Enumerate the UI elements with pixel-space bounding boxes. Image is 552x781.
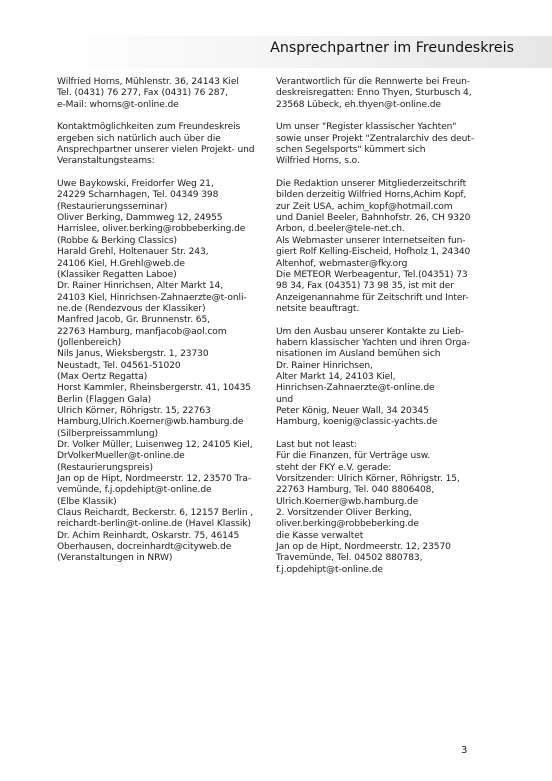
- page-number: 3: [461, 745, 468, 756]
- page-title: Ansprechpartner im Freundeskreis: [270, 40, 514, 56]
- text-line: Berlin (Flaggen Gala): [57, 394, 152, 405]
- text-line: reichardt-berlin@t-online.de (Havel Klassik): [57, 519, 251, 530]
- text-line: (Veranstaltungen in NRW): [57, 553, 173, 564]
- text-line: vemünde, f.j.opdehipt@t-online.de: [57, 485, 212, 496]
- text-line: 2. Vorsitzender Oliver Berking,: [276, 508, 412, 519]
- text-line: Manfred Jacob, Gr. Brunnenstr. 65,: [57, 315, 210, 326]
- text-line: Dr. Volker Müller, Luisenweg 12, 24105 Kiel,: [57, 440, 253, 450]
- text-line: (Robbe & Berking Classics): [57, 235, 177, 246]
- text-line: und: [276, 394, 293, 405]
- text-line: Travemünde, Tel. 04502 880783,: [276, 553, 423, 564]
- text-line: habern klassischer Yachten und ihren Orga-: [276, 337, 470, 348]
- text-line: Jan op de Hipt, Nordmeerstr. 12, 23570: [276, 542, 451, 553]
- paragraph: [276, 440, 502, 576]
- paragraph: [57, 179, 272, 565]
- text-line: Anzeigenannahme für Zeitschrift und Inter-: [276, 292, 469, 303]
- paragraph: [57, 77, 272, 111]
- text-line: (Klassiker Regatten Laboe): [57, 269, 177, 280]
- text-line: Um den Ausbau unserer Kontakte zu Lieb-: [276, 326, 464, 337]
- text-line: Arbon, d.beeler@tele-net.ch.: [276, 224, 405, 235]
- text-line: (Jollenbereich): [57, 337, 122, 348]
- text-line: nisationen im Ausland bemühen sich: [276, 349, 441, 360]
- text-line: die Kasse verwaltet: [276, 530, 364, 541]
- text-line: Als Webmaster unserer Internetseiten fun-: [276, 235, 466, 246]
- paragraph: [276, 122, 502, 167]
- paragraph: [276, 77, 502, 111]
- text-line: Dr. Achim Reinhardt, Oskarstr. 75, 46145: [57, 530, 240, 541]
- text-line: Neustadt, Tel. 04561-51020: [57, 360, 181, 371]
- text-line: ne.de (Rendezvous der Klassiker): [57, 303, 206, 314]
- text-line: Kontaktmöglichkeiten zum Freundeskreis: [57, 122, 241, 133]
- text-line: Vorsitzender: Ulrich Körner, Röhrigstr. 15,: [276, 474, 460, 485]
- text-line: Veranstaltungsteams:: [57, 156, 155, 167]
- text-line: Oberhausen, docreinhardt@cityweb.de: [57, 542, 232, 553]
- text-line: (Max Oertz Regatta): [57, 371, 148, 382]
- text-line: 23568 Lübeck, eh.thyen@t-online.de: [276, 99, 441, 110]
- text-line: Hamburg, koenig@classic-yachts.de: [276, 417, 438, 428]
- text-line: Ansprechpartner unserer vielen Projekt- und: [57, 145, 255, 156]
- text-line: (Elbe Klassik): [57, 496, 117, 507]
- text-line: (Silberpreissammlung): [57, 428, 158, 439]
- text-line: Die METEOR Werbeagentur, Tel.(04351) 73: [276, 269, 468, 280]
- text-line: netsite beauftragt.: [276, 303, 360, 314]
- text-line: Oliver Berking, Dammweg 12, 24955: [57, 213, 223, 224]
- text-line: Ulrich.Koerner@wb.hamburg.de: [276, 496, 419, 507]
- text-line: und Daniel Beeler, Bahnhofstr. 26, CH 9320: [276, 213, 471, 224]
- text-line: Peter König, Neuer Wall, 34 20345: [276, 405, 429, 416]
- text-line: Nils Janus, Wieksbergstr. 1, 23730: [57, 349, 209, 360]
- text-line: sowie unser Projekt "Zentralarchiv des deut-: [276, 133, 474, 144]
- text-line: 24106 Kiel, H.Grehl@web.de: [57, 258, 185, 269]
- text-line: Um unser "Register klassischer Yachten": [276, 122, 457, 133]
- text-line: 24103 Kiel, Hinrichsen-Zahnaerzte@t-onli-: [57, 292, 247, 303]
- text-line: 22763 Hamburg, Tel. 040 8806408,: [276, 485, 435, 496]
- text-line: e-Mail: whorns@t-online.de: [57, 99, 179, 110]
- paragraph: [276, 327, 502, 429]
- text-line: giert Rolf Kelling-Eischeid, Hofholz 1, 24340: [276, 247, 471, 258]
- text-line: ergeben sich natürlich auch über die: [57, 133, 221, 144]
- text-line: bilden derzeitig Wilfried Horns,Achim Kopf,: [276, 190, 467, 201]
- text-line: Ulrich Körner, Röhrigstr. 15, 22763: [57, 405, 211, 416]
- text-line: Hinrichsen-Zahnaerzte@t-online.de: [276, 383, 435, 394]
- text-line: zur Zeit USA, achim_kopf@hotmail.com: [276, 201, 453, 212]
- text-line: DrVolkerMueller@t-online.de: [57, 451, 185, 462]
- text-line: (Restaurierungspreis): [57, 462, 153, 473]
- text-line: 98 34, Fax (04351) 73 98 35, ist mit der: [276, 281, 454, 292]
- text-line: Harrislee, oliver.berking@robbeberking.de: [57, 224, 246, 235]
- text-line: Dr. Rainer Hinrichsen, Alter Markt 14,: [57, 281, 224, 292]
- right-column: [276, 77, 502, 587]
- text-line: Für die Finanzen, für Verträge usw.: [276, 451, 431, 462]
- text-line: Wilfried Horns, Mühlenstr. 36, 24143 Kiel: [57, 77, 239, 87]
- text-line: oliver.berking@robbeberking.de: [276, 519, 419, 530]
- text-line: steht der FKY e.V. gerade:: [276, 462, 392, 473]
- text-line: Last but not least:: [276, 440, 357, 450]
- text-line: schen Segelsports" kümmert sich: [276, 145, 426, 156]
- text-line: Verantwortlich für die Rennwerte bei Freun-: [276, 77, 470, 87]
- text-line: Horst Kammler, Rheinsbergerstr. 41, 10435: [57, 383, 251, 394]
- text-line: 22763 Hamburg, manfjacob@aol.com: [57, 326, 227, 337]
- text-line: Wilfried Horns, s.o.: [276, 156, 360, 167]
- text-line: Uwe Baykowski, Freidorfer Weg 21,: [57, 179, 214, 190]
- text-line: Hamburg,Ulrich.Koerner@wb.hamburg.de: [57, 417, 244, 428]
- text-line: Tel. (0431) 76 277, Fax (0431) 76 287,: [57, 88, 228, 99]
- text-line: deskreisregatten: Enno Thyen, Sturbusch 4,: [276, 88, 472, 99]
- text-line: Alter Markt 14, 24103 Kiel,: [276, 371, 396, 382]
- text-line: Dr. Rainer Hinrichsen,: [276, 360, 373, 371]
- text-line: (Restaurierungsseminar): [57, 201, 168, 212]
- text-line: f.j.opdehipt@t-online.de: [276, 564, 383, 575]
- text-line: 24229 Scharnhagen, Tel. 04349 398: [57, 190, 219, 201]
- paragraph: [57, 122, 272, 167]
- text-line: Die Redaktion unserer Mitgliederzeitschrift: [276, 179, 467, 190]
- text-line: Claus Reichardt, Beckerstr. 6, 12157 Berlin ,: [57, 508, 254, 519]
- paragraph: [276, 179, 502, 315]
- text-line: Altenhof, webmaster@fky.org: [276, 258, 408, 269]
- text-line: Jan op de Hipt, Nordmeerstr. 12, 23570 Tra-: [57, 474, 252, 485]
- text-line: Harald Grehl, Holtenauer Str. 243,: [57, 247, 209, 258]
- left-column: [57, 77, 272, 576]
